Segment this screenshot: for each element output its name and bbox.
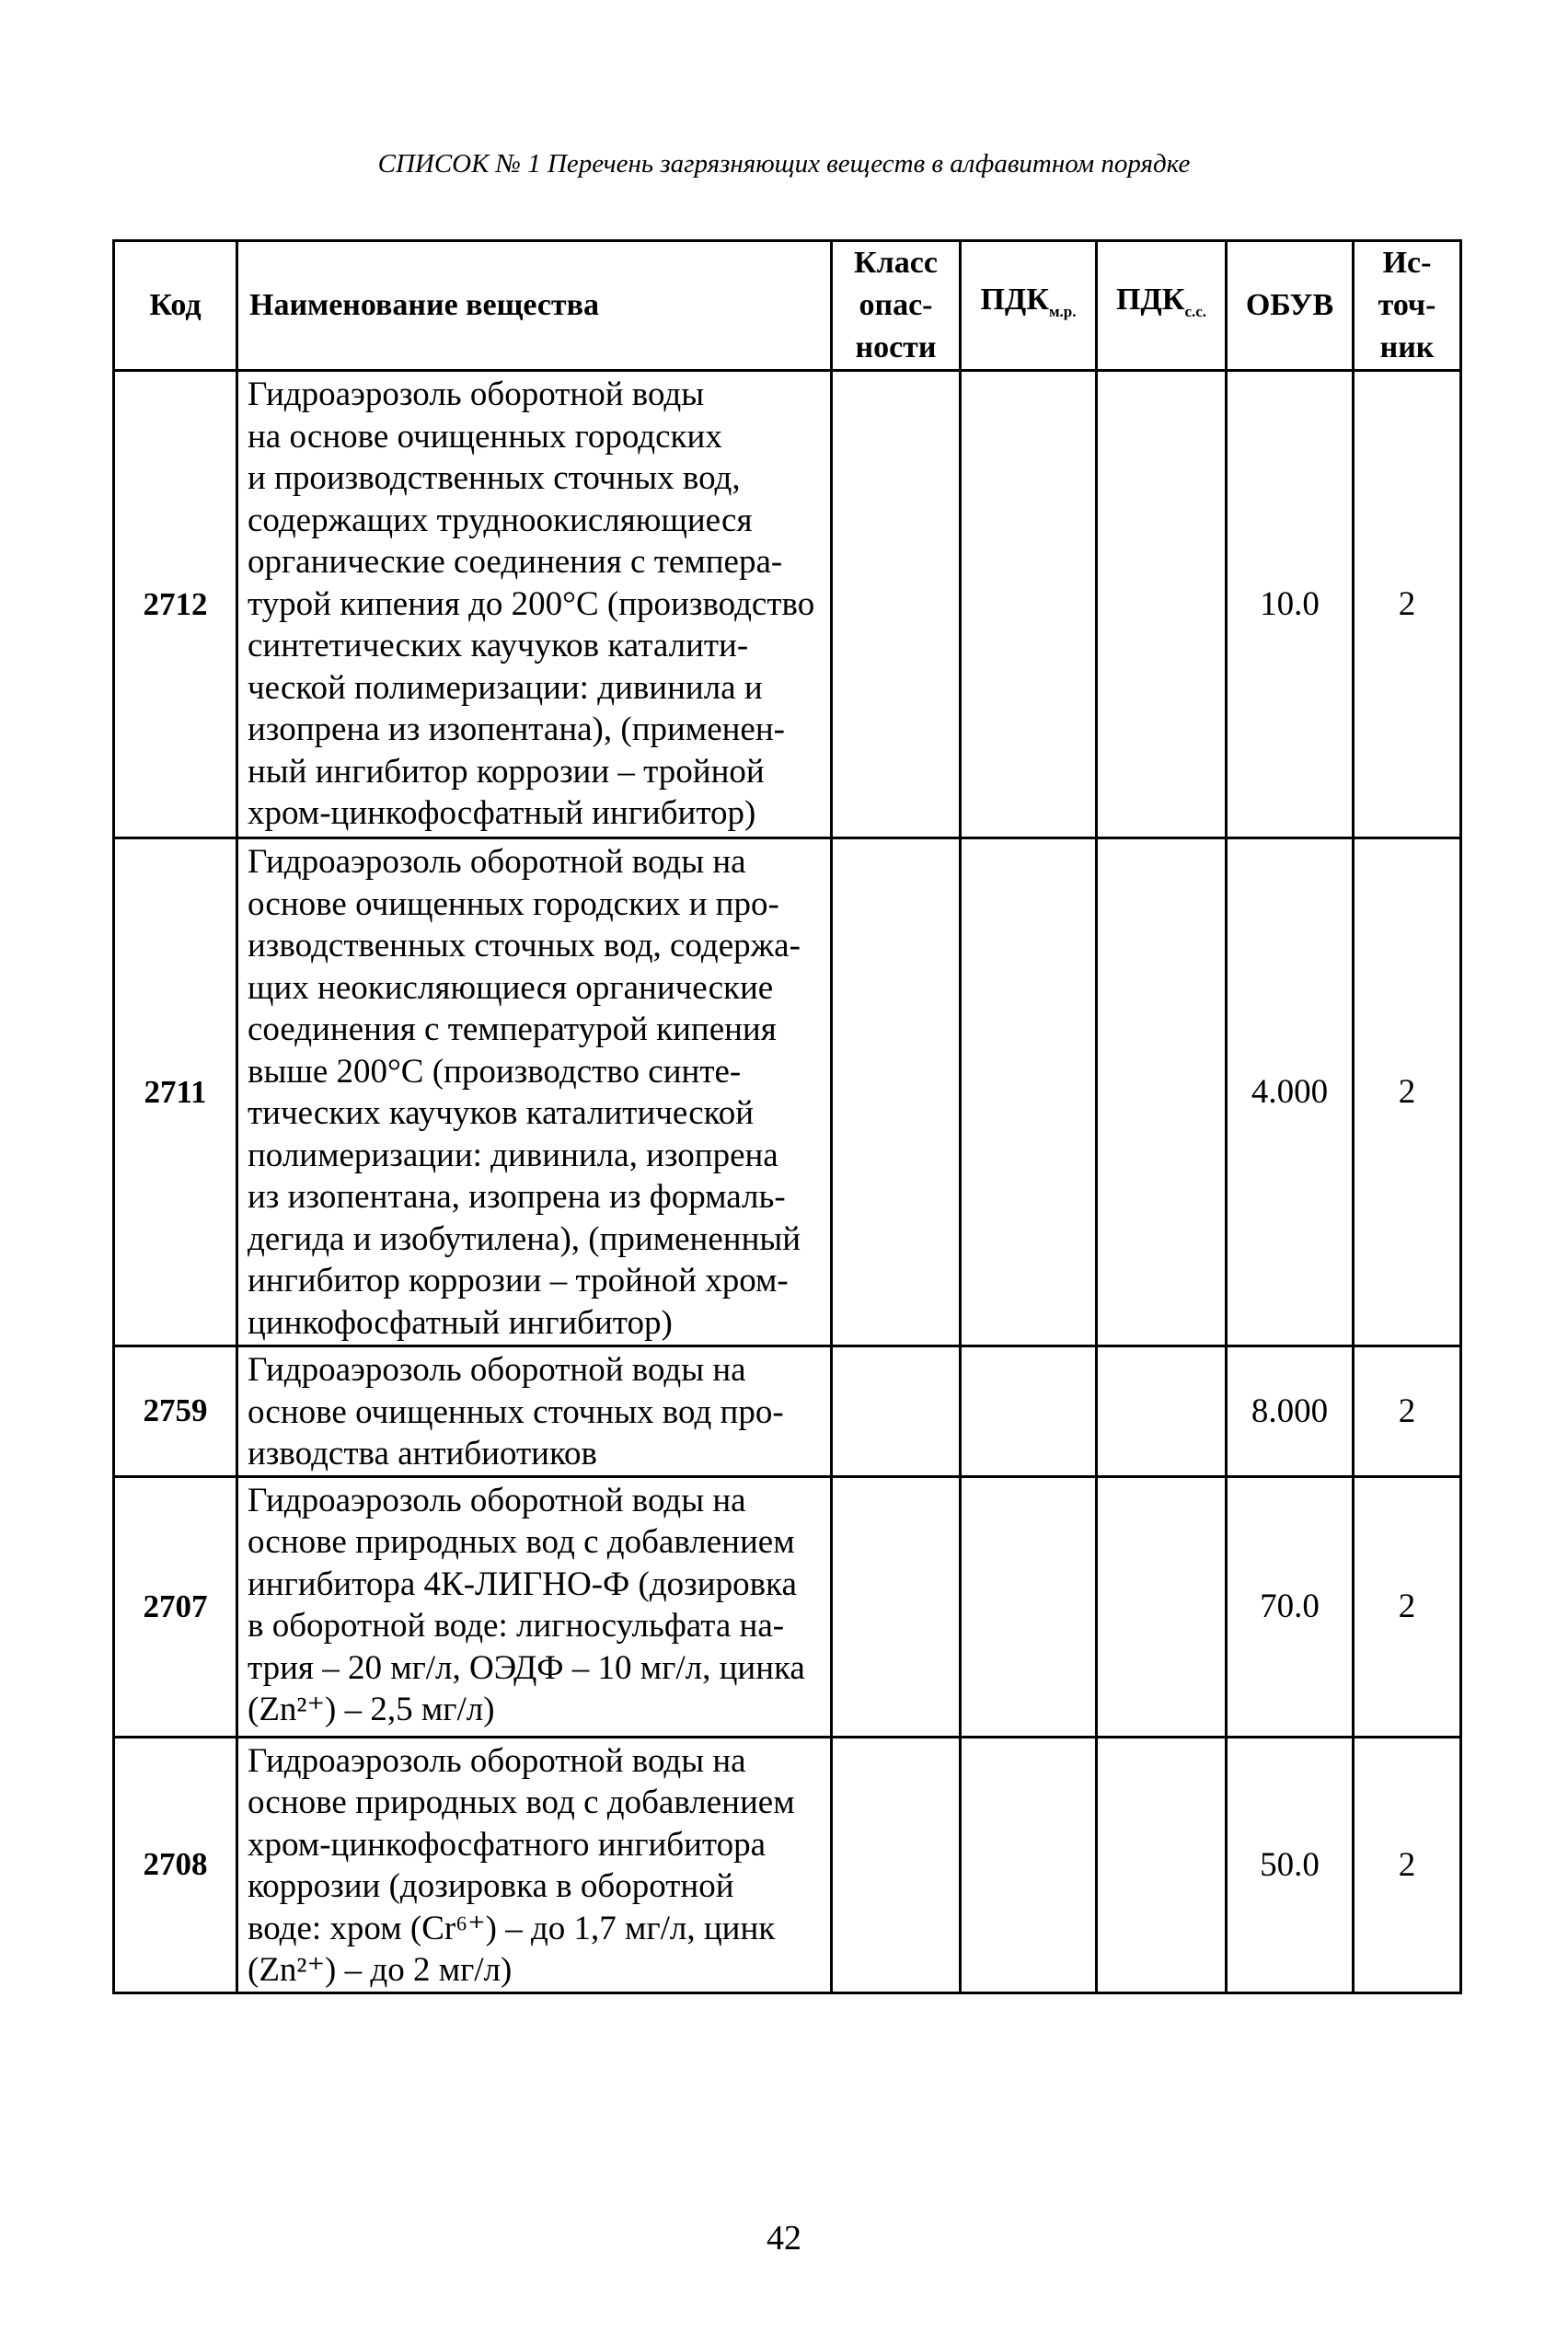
header-source: Ис- точ- ник xyxy=(1354,241,1461,371)
cell-obuv: 70.0 xyxy=(1227,1476,1354,1737)
table-row xyxy=(114,1476,1461,1737)
cell-hazard-class xyxy=(832,1476,961,1737)
cell-pdk-ss xyxy=(1097,371,1227,838)
header-obuv: ОБУВ xyxy=(1227,241,1354,371)
table-row xyxy=(114,1737,1461,1992)
cell-obuv: 50.0 xyxy=(1227,1737,1354,1992)
table-row xyxy=(114,371,1461,838)
cell-source: 2 xyxy=(1354,1346,1461,1477)
cell-name: Гидроаэрозоль оборотной воды на основе природных вод с добавлением ингибитора 4К-ЛИГНО-Ф (дозировка в оборотной воде: лигносульфата на- трия – 20 мг/л, ОЭДФ – 10 мг/л, цинка (Zn²⁺) – 2,5 мг/л) xyxy=(237,1476,832,1737)
table-row xyxy=(114,1346,1461,1477)
cell-pdk-mr xyxy=(961,1737,1097,1992)
pdk-mr-label: ПДК xyxy=(980,282,1049,317)
cell-pdk-mr xyxy=(961,1346,1097,1477)
header-row xyxy=(114,241,1461,371)
page-number: 42 xyxy=(767,2219,801,2258)
cell-source: 2 xyxy=(1354,371,1461,838)
header-pdk-mr xyxy=(961,241,1097,371)
cell-obuv: 4.000 xyxy=(1227,838,1354,1346)
pdk-mr-subscript: м.р. xyxy=(1048,302,1077,320)
cell-pdk-ss xyxy=(1097,1737,1227,1992)
substances-table xyxy=(112,239,1462,1994)
cell-code: 2712 xyxy=(114,371,237,838)
list-title: СПИСОК № 1 Перечень загрязняющих веществ в алфавитном порядке xyxy=(377,149,1191,179)
header-pdk-ss xyxy=(1097,241,1227,371)
cell-code: 2707 xyxy=(114,1476,237,1737)
cell-code: 2708 xyxy=(114,1737,237,1992)
cell-name: Гидроаэрозоль оборотной воды на основе очищенных городских и производственных сточных вод, содержащих трудноокисляющиеся органические соединения с темпера- турой кипения до 200°С (производство синтетических каучуков каталити- ческой полимеризации: дивинила и изопрена из изопентана), (применен- ный ингибитор коррозии – тройной хром-цинкофосфатный ингибитор) xyxy=(237,371,832,838)
cell-pdk-ss xyxy=(1097,1346,1227,1477)
cell-pdk-mr xyxy=(961,371,1097,838)
cell-source: 2 xyxy=(1354,838,1461,1346)
pdk-ss-label: ПДК xyxy=(1115,282,1185,317)
cell-hazard-class xyxy=(832,1346,961,1477)
cell-source: 2 xyxy=(1354,1476,1461,1737)
cell-source: 2 xyxy=(1354,1737,1461,1992)
header-hazard-class: Класс опас- ности xyxy=(832,241,961,371)
cell-obuv: 8.000 xyxy=(1227,1346,1354,1477)
cell-code: 2759 xyxy=(114,1346,237,1477)
cell-hazard-class xyxy=(832,838,961,1346)
cell-code: 2711 xyxy=(114,838,237,1346)
cell-pdk-ss xyxy=(1097,838,1227,1346)
cell-hazard-class xyxy=(832,1737,961,1992)
cell-pdk-ss xyxy=(1097,1476,1227,1737)
cell-name: Гидроаэрозоль оборотной воды на основе очищенных городских и про- изводственных сточных вод, содержа- щих неокисляющиеся органические соединения с температурой кипения выше 200°С (производство синте- тических каучуков каталитической полимеризации: дивинила, изопрена из изопентана, изопрена из формаль- дегида и изобутилена), (примененный ингибитор коррозии – тройной хром- цинкофосфатный ингибитор) xyxy=(237,838,832,1346)
header-name: Наименование вещества xyxy=(237,241,832,371)
table-row xyxy=(114,838,1461,1346)
cell-pdk-mr xyxy=(961,1476,1097,1737)
cell-obuv: 10.0 xyxy=(1227,371,1354,838)
cell-name: Гидроаэрозоль оборотной воды на основе очищенных сточных вод про- изводства антибиотиков xyxy=(237,1346,832,1477)
cell-name: Гидроаэрозоль оборотной воды на основе природных вод с добавлением хром-цинкофосфатного ингибитора коррозии (дозировка в оборотной воде: хром (Cr⁶⁺) – до 1,7 мг/л, цинк (Zn²⁺) – до 2 мг/л) xyxy=(237,1737,832,1992)
cell-pdk-mr xyxy=(961,838,1097,1346)
cell-hazard-class xyxy=(832,371,961,838)
pdk-ss-subscript: с.с. xyxy=(1184,302,1207,320)
header-code: Код xyxy=(114,241,237,371)
